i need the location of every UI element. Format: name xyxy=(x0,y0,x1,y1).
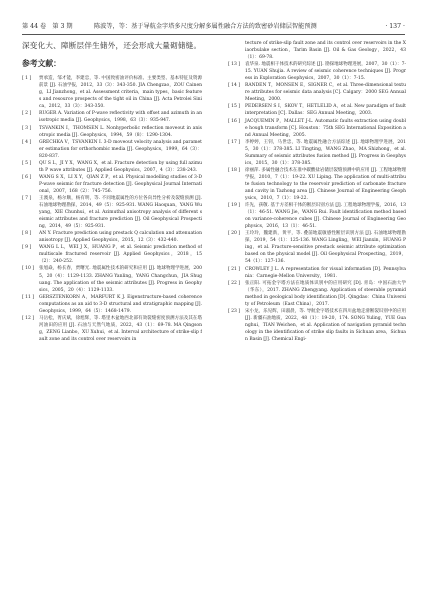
reference-item xyxy=(22,244,202,265)
reference-number: [ 12 ] xyxy=(22,315,35,321)
reference-text: 张正阳. 可拓金字塔方法在地质体识别中的应用研究 [D]. 青岛：中国石油大学（华东），2017. ZHANG Zhengyang. Application of steerable pyramid method in geological body identification [D]. Qingdao：China University of Petroleum（East China），2017. xyxy=(245,280,406,307)
reference-item xyxy=(228,118,406,139)
reference-number: [ 18 ] xyxy=(228,167,241,173)
reference-number: [ 23 ] xyxy=(228,308,241,314)
reference-number: [ 20 ] xyxy=(228,231,241,237)
reference-item xyxy=(22,139,202,160)
reference-text: 许先，孩敬. 基于方差相干体的断层识别方法 [J]. 工程地球物理学报，2016，13（1）：46-51. WANG Jie，WANG Rui. Fault identification method based on variance-coherence cubes [J]. Chinese Journal of Engineering Geophysics，2016，13（1）：46-51. xyxy=(245,203,406,230)
reference-number: [ 7 ] xyxy=(22,196,32,201)
reference-number: [ 4 ] xyxy=(22,139,32,145)
reference-number: [ 14 ] xyxy=(228,83,241,89)
reference-item xyxy=(228,82,406,103)
reference-continuation: tecture of strike-slip fault zone and its control over reservoirs in the Xiaorbulake section，Tarim Basin [J]. Oil & Gas Geology，2022，43（1）：69-78. xyxy=(245,41,406,61)
reference-number: [ 13 ] xyxy=(228,62,241,68)
reference-text: 王玲玲，魏建新，黄平，等. 叠前地震敏感性断层识别方法 [J]. 石油地球物理勘探，2019，54（1）：125-136. WANG Lingling，WEI Jianxin，HUANG Ping，et al. Fracture-sensitive prestack seismic attribute optimization based on the physical model [J]. Oil Geophysical Prospecting，2019，54（1）：127-136. xyxy=(245,231,406,265)
reference-text: WANG L L，WEI J X，HUANG P，et al. Seismic prediction method of multiscale fractured reservoir [J]. Applied Geophysics，2018，15（2）：240-252. xyxy=(39,245,202,265)
reference-number: [ 9 ] xyxy=(22,245,32,251)
reference-item xyxy=(228,61,406,82)
reference-number: [ 16 ] xyxy=(228,118,241,124)
reference-text: RUGER A. Variation of P-wave reflectivity with offset and azimuth in anisotropic media [J]. Geophysics，1998，63（3）：935-947. xyxy=(39,111,202,124)
reference-text: RANDEN T，MONSEN E，SIGNER C，et al. Three-dimensional texture attributes for seismic data analysis [C]. Calgary：2000 SEG Annual Meeting，2000. xyxy=(245,83,406,103)
reference-text: QU S L，JI Y X，WANG X，et al. Fracture detection by using full azimuth P wave attributes [J]. Applied Geophysics，2007，4（3）：238-243. xyxy=(39,160,202,173)
reference-text: 李婷婷，王钊，马世忠，等. 地震属性融合方法综述 [J]. 地球物理学进展，2015，30（1）：378-385. LI Tingting，WANG Zhao，MA Shizhong，et al. Summary of seismic attributes fusion method [J]. Progress in Geophysics，2015，30（1）：378-385. xyxy=(245,139,406,166)
page-number: · 137 · xyxy=(385,23,405,30)
reference-text: 贾承造，邹才能，李建忠，等. 中国致密油评价标准、主要类型、基本特征及资源前景 [J]. 石油学报，2012，33（3）：343-350. JIA Chengzao，ZOU Caineng，LI Jianzhong，et al. Assessment criteria，main types，basic features and resource prospects of the tight oil in China [J]. Acta Petrolei Sinica，2012，33（3）：343-350. xyxy=(39,76,202,110)
reference-list xyxy=(22,75,202,343)
reference-number: [ 2 ] xyxy=(22,111,32,117)
reference-item xyxy=(22,265,202,293)
reference-text: WANG S X，LI X Y，QIAN Z P，et al. Physical modelling studies of 3-D P-wave seismic for fracture detection [J]. Geophysical Journal International，2007，168（2）：745-756. xyxy=(39,174,202,194)
reference-item xyxy=(22,195,202,230)
reference-text: JACQUEMIN P，MALLET J-L. Automatic faults extraction using double hough transform [C]. Houston：75th SEG International Exposition and Annual Meeting，2005. xyxy=(245,118,406,138)
reference-text: 袁华泉. 地震相干体技术的研究综述 [J]. 勘探地球物理进展，2007，30（1）：7-15. YUAN Shujia. A review of seismic coherence techniques [J]. Progress in Exploration Geophysics，2007，30（1）：7-15. xyxy=(245,62,406,82)
reference-number: [ 8 ] xyxy=(22,231,32,237)
reference-item xyxy=(228,280,406,308)
reference-item xyxy=(22,230,202,244)
reference-number: [ 11 ] xyxy=(22,294,35,300)
reference-item xyxy=(22,174,202,195)
reference-list xyxy=(228,61,406,343)
reference-text: 马岳松，胥庆斌，徐旭辉，等. 塔里木盆地西北部有效裂缝密度预测方法及其在塔河油田的应用 [J]. 石油与天然气地质，2022，43（1）：69-78. MA Qingsong，ZENG Lianbo，XU Xuhui，et al. Interval architecture of strike-slip fault zone and its control over reservoirs in xyxy=(39,315,202,342)
reference-item xyxy=(22,160,202,174)
reference-number: [ 15 ] xyxy=(228,104,241,110)
left-column xyxy=(22,40,202,588)
reference-text: 王澳泉，杨尔顺，杨有明，等. 不同地震属性的方位各向异性分析及裂缝预测 [J]. 石油地球物理勘探，2014，49（5）：925-931. WANG Haoquan，YANG Wuyang，XIE Chunhui，et al. Azimuthal anisotropy analysis of different seismic attributes and fracture prediction [J]. Oil Geophysical Prospecting，2014，49（5）：925-931. xyxy=(39,196,202,230)
reference-text: 徐丽萍. 多属性融合技术在准中碳酸盐岩储层裂缝预测中的应用 [J]. 工程地球物理学报，2010，7（1）：19-22. XU Liping. The application of multi-attribute fusion technology to the reservoir prediction of carbonate fracture and cavity in Tazhong area [J]. Chinese Journal of Engineering Geophysics，2010，7（1）：19-22. xyxy=(245,167,406,202)
reference-text: CROWLEY J L. A representation for visual information [D]. Pennsylvania：Carnegie-Mellon University，1981. xyxy=(245,266,406,279)
reference-text: PEDERSEN S I，SKOV T，HETLELID A，et al. New paradigm of fault interpretation [C]. Dallas：SEG Annual Meeting，2003. xyxy=(245,104,406,117)
reference-item xyxy=(228,202,406,230)
reference-number: [ 6 ] xyxy=(22,174,32,180)
reference-text: TSVANKIN I，THOMSEN L. Nonhyperbolic reflection moveout in anisotropic media [J]. Geophysics，1994，59（8）：1290-1304. xyxy=(39,125,202,138)
reference-item xyxy=(22,294,202,315)
reference-item xyxy=(228,103,406,117)
volume-issue: 第 44 卷 第 3 期 xyxy=(22,23,73,30)
reference-number: [ 5 ] xyxy=(22,160,32,166)
references-heading: 参考文献： xyxy=(22,59,61,69)
reference-text: GRECHKA V，TSVANKIN I. 3-D moveout velocity analysis and parameter estimation for orthorhombic media [J]. Geophysics，1999，64（3）：820-837. xyxy=(39,139,202,159)
reference-item xyxy=(22,75,202,110)
reference-text: 宋小龙，乐见辉，田淑晨，等. 导航金字塔技术在四川盆地走滑断裂识别中的应用 [J]. 新疆石油地质，2022，48（1）：19-20，174. SONG Yuling，YUE Guanghui，TIAN Weichen，et al. Application of navigation pyramid technology in the identification of strike slip faults in Sichuan area，Sichuan Basin [J]. Chemical Engi- xyxy=(245,308,406,342)
body-paragraph: 深变化大、障断层伴生储外，还会形成大量砌储缝。 xyxy=(22,41,202,50)
reference-item xyxy=(228,139,406,167)
reference-item xyxy=(22,315,202,343)
running-header xyxy=(22,20,405,35)
reference-number: [ 3 ] xyxy=(22,125,32,131)
reference-number: [ 22 ] xyxy=(228,280,241,286)
reference-item xyxy=(228,167,406,202)
reference-text: 张旭焱，杨长春，贾曙光. 地震属性技术的研究和应用 [J]. 地球物理学进展，2005，20（4）：1129-1133. ZHANG Yanling，YANG Changchun，JIA Shuguang. The application of the seismic attributes [J]. Progress in Geophysics，2005，20（4）：1129-1133. xyxy=(39,266,202,293)
reference-text: GERSZTENKORN A，MARFURT K J. Eigenstructure-based coherence computations as an aid to 3-D structural and stratigraphic mapping [J]. Geophysics，1999，64（5）：1468-1479. xyxy=(39,294,202,314)
reference-item xyxy=(228,266,406,280)
right-column xyxy=(228,40,406,588)
reference-number: [ 10 ] xyxy=(22,266,35,272)
reference-item xyxy=(22,110,202,124)
reference-number: [ 21 ] xyxy=(228,266,241,272)
reference-item xyxy=(22,125,202,139)
reference-number: [ 19 ] xyxy=(228,203,241,209)
reference-text: AN Y. Fracture prediction using prestack Q calculation and attenuation anisotropy [J]. Applied Geophysics，2015，12（3）：432-440. xyxy=(39,231,202,244)
reference-item xyxy=(228,230,406,265)
reference-item xyxy=(228,308,406,343)
reference-number: [ 1 ] xyxy=(22,76,32,82)
running-title: 陈波等，等：基于导航金字塔多尺度分解多属性融合方法的致密砂岩储层智能预测 xyxy=(94,23,317,30)
reference-number: [ 17 ] xyxy=(228,139,241,145)
